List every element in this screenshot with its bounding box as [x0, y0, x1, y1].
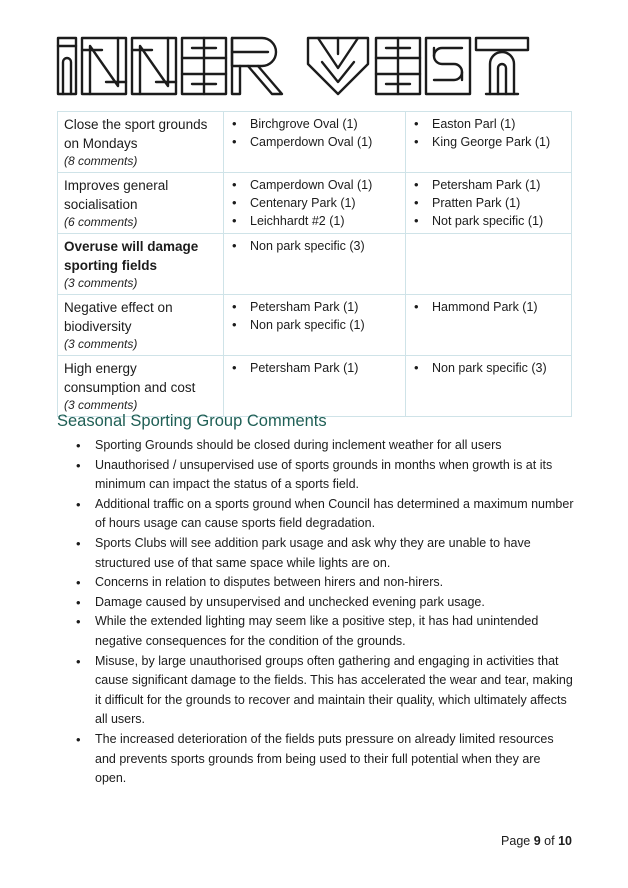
comment-bullet: • While the extended lighting may seem like a positive step, it has had unintended negative consequences for the condition of the grounds. [75, 612, 575, 651]
table-row [58, 295, 572, 356]
comments-table [57, 111, 572, 417]
park-list-item: • Leichhardt #2 (1) [230, 212, 399, 230]
park-list-cell [224, 295, 406, 356]
comment-bullet: • Sporting Grounds should be closed during inclement weather for all users [75, 436, 575, 456]
park-list [412, 298, 565, 316]
inner-west-logo [56, 34, 536, 98]
comment-count: (8 comments) [64, 154, 138, 168]
table-row [58, 234, 572, 295]
park-list-item: • Non park specific (1) [230, 316, 399, 334]
park-list-cell [406, 112, 572, 173]
park-list-cell [224, 173, 406, 234]
page-of: of [544, 834, 555, 848]
comment-bullet: • The increased deterioration of the fields puts pressure on already limited resources and prevents sports grounds from being used to their full potential when they are open. [75, 730, 575, 789]
park-list-cell [224, 234, 406, 295]
park-list-item: • Petersham Park (1) [412, 176, 565, 194]
park-list-item: • Non park specific (3) [230, 237, 399, 255]
section-title: Seasonal Sporting Group Comments [57, 412, 327, 430]
issue-title: Overuse will damage sporting fields [64, 239, 199, 273]
issue-cell [58, 234, 224, 295]
table-row [58, 173, 572, 234]
comment-count: (3 comments) [64, 276, 138, 290]
park-list [230, 115, 399, 151]
comment-bullet: • Misuse, by large unauthorised groups often gathering and engaging in activities that cause significant damage to the fields. This has accelerated the wear and tear, making it difficult for the grounds to recover and maintain their quality, which ultimately affects all users. [75, 652, 575, 730]
page-current: 9 [533, 834, 541, 848]
park-list-item: • Not park specific (1) [412, 212, 565, 230]
park-list [412, 359, 565, 377]
issue-cell [58, 173, 224, 234]
issue-title: Close the sport grounds on Mondays [64, 117, 208, 151]
comment-count: (6 comments) [64, 215, 138, 229]
comment-count: (3 comments) [64, 337, 138, 351]
issue-title: Improves general socialisation [64, 178, 169, 212]
comment-bullet: • Unauthorised / unsupervised use of sports grounds in months when growth is at its minimum can impact the status of a sports field. [75, 456, 575, 495]
comments-bullet-list [75, 436, 575, 789]
issue-cell [58, 295, 224, 356]
park-list-item: • Birchgrove Oval (1) [230, 115, 399, 133]
page-total: 10 [558, 834, 572, 848]
page-label: Page [501, 834, 531, 848]
park-list [412, 115, 565, 151]
issue-title: High energy consumption and cost [64, 361, 196, 395]
comment-bullet: • Damage caused by unsupervised and unchecked evening park usage. [75, 593, 575, 613]
comment-count: (3 comments) [64, 398, 138, 412]
park-list [230, 237, 399, 255]
park-list [230, 298, 399, 334]
park-list-item: • Camperdown Oval (1) [230, 176, 399, 194]
park-list-cell [224, 356, 406, 417]
park-list-cell [406, 356, 572, 417]
park-list-item: • Petersham Park (1) [230, 298, 399, 316]
park-list [230, 176, 399, 230]
park-list-item: • Camperdown Oval (1) [230, 133, 399, 151]
table-row [58, 356, 572, 417]
park-list [230, 359, 399, 377]
park-list-item: • Hammond Park (1) [412, 298, 565, 316]
park-list-item: • Easton Parl (1) [412, 115, 565, 133]
comment-bullet: • Concerns in relation to disputes between hirers and non-hirers. [75, 573, 575, 593]
park-list-cell [406, 234, 572, 295]
park-list-item: • Centenary Park (1) [230, 194, 399, 212]
table-row [58, 112, 572, 173]
park-list-cell [406, 173, 572, 234]
park-list-item: • Pratten Park (1) [412, 194, 565, 212]
comment-bullet: • Sports Clubs will see addition park usage and ask why they are unable to have structured use of that same space while lights are on. [75, 534, 575, 573]
park-list [412, 176, 565, 230]
park-list-item: • Non park specific (3) [412, 359, 565, 377]
issue-title: Negative effect on biodiversity [64, 300, 173, 334]
comment-bullet: • Additional traffic on a sports ground when Council has determined a maximum number of hours usage can cause sports field degradation. [75, 495, 575, 534]
park-list-item: • Petersham Park (1) [230, 359, 399, 377]
issue-cell [58, 112, 224, 173]
park-list-item: • King George Park (1) [412, 133, 565, 151]
park-list-cell [224, 112, 406, 173]
issue-cell [58, 356, 224, 417]
page-number [501, 834, 572, 848]
park-list-cell [406, 295, 572, 356]
